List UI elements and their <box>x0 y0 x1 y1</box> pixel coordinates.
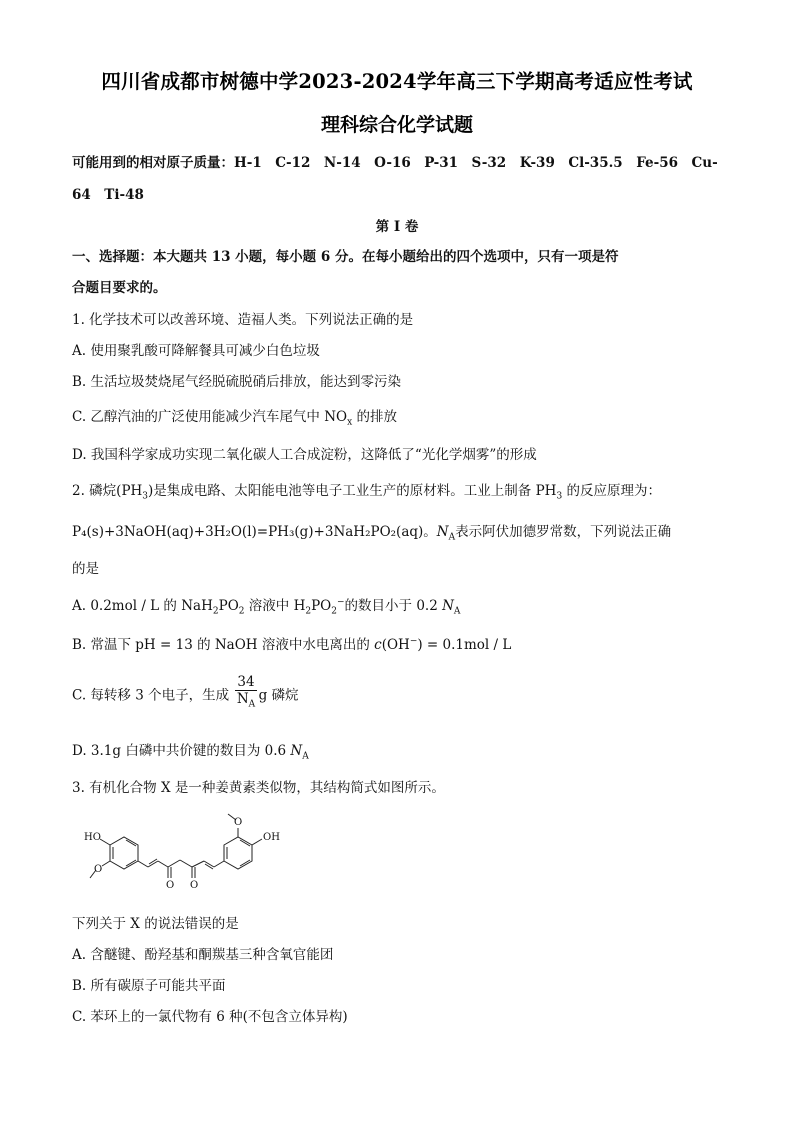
q3-follow: 下列关于 X 的说法错误的是 <box>72 916 239 932</box>
volume-label: 第 I 卷 <box>375 219 419 235</box>
exam-title: 四川省成都市树德中学2023-2024学年高三下学期高考适应性考试 <box>101 70 693 93</box>
q2-c-fraction <box>235 674 256 713</box>
q2-a-charge: − <box>336 597 345 608</box>
section-instructions-line1: 一、选择题：本大题共 13 小题，每小题 6 分。在每小题给出的四个选项中，只有一项是符 <box>72 249 619 265</box>
o-carbonyl-2: O <box>190 880 199 891</box>
q2-d-na-sub: A <box>302 751 309 762</box>
q1-option-b: B. 生活垃圾焚烧尾气经脱硫脱硝后排放，能达到零污染 <box>72 374 402 390</box>
q2-c-den-sub: A <box>248 699 256 710</box>
nox-formula <box>324 409 353 428</box>
q2-d-na: N <box>290 743 303 759</box>
q2-b-c: c <box>374 637 382 653</box>
q2-stem-part-a: 2. 磷烷 <box>72 483 117 499</box>
oh-right-label: OH <box>263 832 280 843</box>
q3-option-a: A. 含醚键、酚羟基和酮羰基三种含氧官能团 <box>72 947 334 963</box>
q2-c-part1: C. 每转移 3 个电子，生成 <box>72 687 234 704</box>
q2-d-part1: D. 3.1g 白磷中共价键的数目为 0.6 <box>72 743 291 759</box>
nox-subscript: x <box>347 417 353 428</box>
exam-subtitle: 理科综合化学试题 <box>320 114 473 136</box>
q1-option-d: D. 我国科学家成功实现二氧化碳人工合成淀粉，这降低了“光化学烟雾”的形成 <box>72 447 537 463</box>
q2-a-sub4: 2 <box>331 606 337 617</box>
curcumin-analog-structure <box>76 812 296 894</box>
q2-stem <box>72 479 661 502</box>
q2-a-part3: 溶液中 H <box>244 598 306 614</box>
q2-ph3-open: (PH <box>116 483 143 499</box>
q2-b-charge: − <box>409 636 418 647</box>
q2-a-sub3: 2 <box>305 606 312 617</box>
q2-a-part1: A. 0.2mol / L 的 NaH <box>72 598 213 614</box>
atomic-masses-line1: 可能用到的相对原子质量：H-1 C-12 N-14 O-16 P-31 S-32 K-39 Cl-35.5 Fe-56 Cu- <box>72 155 718 171</box>
q2-b-part1: B. 常温下 pH = 13 的 NaOH 溶液中水电离出的 <box>72 637 375 653</box>
o-right-methoxy: O <box>234 817 243 828</box>
q2-equation: P₄(s)+3NaOH(aq)+3H₂O(l)=PH₃(g)+3NaH₂PO₂(aq) <box>72 524 424 540</box>
q2-b-ion: (OH <box>381 637 410 653</box>
q2-a-part5: 的数目小于 0.2 <box>344 598 443 614</box>
q2-a-sub2: 2 <box>238 606 245 617</box>
atomic-masses-line2: 64 Ti-48 <box>72 187 144 203</box>
q2-equation-period: 。 <box>423 524 437 540</box>
o-left-methoxy: O <box>94 864 103 875</box>
q2-c-den-n: N <box>236 691 249 707</box>
q1-option-c <box>72 405 397 428</box>
q3-stem: 3. 有机化合物 X 是一种姜黄素类似物，其结构简式如图所示。 <box>72 780 445 796</box>
right-benzene-ring <box>224 837 252 869</box>
q2-option-a <box>72 594 460 617</box>
avogadro-symbol: N <box>436 524 449 540</box>
o-carbonyl-1: O <box>166 880 175 891</box>
q3-option-b: B. 所有碳原子可能共平面 <box>72 978 226 994</box>
q2-equation-line <box>72 520 671 543</box>
section-instructions-line2: 合题目要求的。 <box>72 280 167 296</box>
q2-option-b <box>72 633 511 653</box>
q1-option-a: A. 使用聚乳酸可降解餐具可减少白色垃圾 <box>72 343 320 359</box>
q2-stem-part-d: 的反应原理为： <box>562 483 661 499</box>
q2-ph3-sub: 3 <box>142 491 149 502</box>
q2-option-d <box>72 739 309 762</box>
q2-b-part2: ) = 0.1mol / L <box>417 637 512 653</box>
q2-ph3-sub-2: 3 <box>556 491 563 502</box>
q1-stem: 1. 化学技术可以改善环境、造福人类。下列说法正确的是 <box>72 312 414 328</box>
q2-a-part4: PO <box>311 598 332 614</box>
q2-equation-tail: 表示阿伏加德罗常数，下列说法正确 <box>455 524 672 540</box>
q2-c-numerator: 34 <box>237 674 255 690</box>
left-benzene-ring <box>110 837 138 869</box>
q2-a-na: N <box>442 598 454 614</box>
nox-base: NO <box>324 409 348 425</box>
q2-a-part2: PO <box>218 598 239 614</box>
q2-c-part2: g 磷烷 <box>258 687 299 704</box>
q2-a-sub1: 2 <box>212 606 219 617</box>
q2-stem-part-c: )是集成电路、太阳能电池等电子工业生产的原材料。工业上制备 PH <box>148 483 557 499</box>
q1-option-c-text: C. 乙醇汽油的广泛使用能减少汽车尾气中 <box>72 409 325 425</box>
q2-option-c <box>72 674 299 713</box>
q3-option-c: C. 苯环上的一氯代物有 6 种(不包含立体异构) <box>72 1009 348 1025</box>
q1-option-c-tail: 的排放 <box>352 409 397 425</box>
q2-stem-end: 的是 <box>72 561 99 577</box>
avogadro-sub: A <box>448 532 456 543</box>
q2-c-denominator <box>235 691 256 713</box>
ho-left-label: HO <box>84 832 101 843</box>
q2-a-na-sub: A <box>453 606 461 617</box>
